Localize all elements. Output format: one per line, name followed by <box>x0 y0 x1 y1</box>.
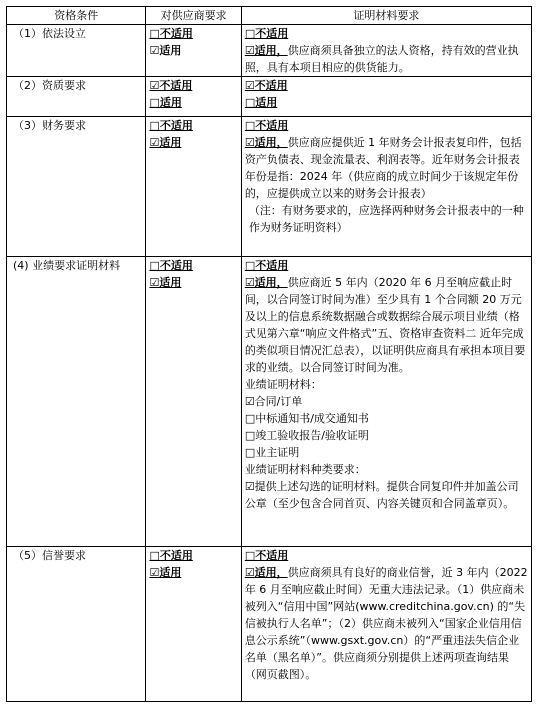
table-row <box>7 25 532 77</box>
evidence-cell <box>241 25 531 77</box>
option-applicable: ☑适用 <box>149 276 182 289</box>
types-title: 业绩证明材料种类要求： <box>244 463 366 476</box>
material-item-award-notice: □中标通知书/成交通知书 <box>244 412 369 425</box>
supplier-options-cell <box>146 25 241 77</box>
condition-cell: （5）信誉要求 <box>7 547 146 702</box>
evidence-cell <box>241 257 531 547</box>
evidence-applicable: ☑适用， <box>244 566 288 579</box>
supplier-options-cell <box>146 117 241 257</box>
table-row <box>7 117 532 257</box>
evidence-text: 供应商须具有良好的商业信誉，近 3 年内（2022 年 6 月至响应截止时间）无重大违法记录。（1）供应商未被列入“信用中国”网站(www.creditchina.gov.cn) 的“失信被执行人名单”；（2）供应商未被列入“国家企业信用信息公示系统”（www.gsxt.gov.cn）的“严重违法失信企业名单（黑名单）”。供应商须分别提供上述两项查询结果（网页截图）。 <box>244 566 528 681</box>
evidence-applicable: ☑适用， <box>244 136 288 149</box>
option-applicable: ☑适用 <box>149 44 182 57</box>
condition-cell: （2）资质要求 <box>7 77 146 117</box>
evidence-text: 供应商须具备独立的法人资格，持有效的营业执照，具有本项目相应的供货能力。 <box>244 44 519 74</box>
option-not-applicable: □不适用 <box>149 27 193 40</box>
material-item-contract: ☑合同/订单 <box>244 395 303 408</box>
option-applicable: ☑适用 <box>149 566 182 579</box>
evidence-text: 供应商近 5 年内（2020 年 6 月至响应截止时间，以合同签订时间为准）至少具有 1 个合同额 20 万元及以上的信息系统数据融合或数据综合展示项目业绩（格式见第六章“响应文件格式”五、资格审查资料二 近年完成的类似项目情况汇总表），以证明供应商具有承担本项目要求的业绩。以合同签订时间为准。 <box>244 276 526 374</box>
evidence-not-applicable: □不适用 <box>244 549 289 562</box>
evidence-cell <box>241 77 531 117</box>
evidence-not-applicable: □不适用 <box>244 259 289 272</box>
condition-cell: (4) 业绩要求证明材料 <box>7 257 146 547</box>
evidence-not-applicable: ☑不适用 <box>244 79 288 92</box>
table-header-row <box>7 7 532 25</box>
evidence-text: 供应商应提供近 1 年财务会计报表复印件，包括资产负债表、现金流量表、利润表等。近年财务会计报表年份是指：2024 年（供应商的成立时间少于该规定年份的，应提供成立以来的财务会计报表） <box>244 136 522 200</box>
evidence-cell <box>241 547 531 702</box>
supplier-options-cell <box>146 77 241 117</box>
evidence-cell <box>241 117 531 257</box>
types-text: ☑提供上述勾选的证明材料。提供合同复印件并加盖公司公章（至少包含合同首页、内容关键页和合同盖章页）。 <box>244 480 519 510</box>
table-row <box>7 547 532 702</box>
condition-cell: （3）财务要求 <box>7 117 146 257</box>
option-not-applicable: □不适用 <box>149 119 193 132</box>
header-condition: 资格条件 <box>7 7 146 25</box>
evidence-applicable: ☑适用， <box>244 44 288 57</box>
evidence-not-applicable: □不适用 <box>244 27 289 40</box>
evidence-not-applicable: □不适用 <box>244 119 289 132</box>
evidence-note: （注：有财务要求的，应选择两种财务会计报表中的一种作为财务证明资料） <box>248 204 524 234</box>
evidence-applicable: □适用 <box>244 96 278 109</box>
material-item-owner-certificate: □业主证明 <box>244 446 300 459</box>
evidence-applicable: ☑适用， <box>244 276 288 289</box>
option-not-applicable: □不适用 <box>149 259 193 272</box>
supplier-options-cell <box>146 547 241 702</box>
qualification-table <box>6 6 532 702</box>
option-applicable: □适用 <box>149 96 182 109</box>
option-not-applicable: □不适用 <box>149 549 193 562</box>
header-evidence-requirement: 证明材料要求 <box>241 7 531 25</box>
header-supplier-requirement: 对供应商要求 <box>146 7 241 25</box>
option-not-applicable: ☑不适用 <box>149 79 193 92</box>
table-row <box>7 77 532 117</box>
table-row <box>7 257 532 547</box>
material-item-acceptance-report: □竣工验收报告/验收证明 <box>244 429 369 442</box>
materials-title: 业绩证明材料： <box>244 378 322 391</box>
condition-cell: （1）依法设立 <box>7 25 146 77</box>
supplier-options-cell <box>146 257 241 547</box>
option-applicable: ☑适用 <box>149 136 182 149</box>
